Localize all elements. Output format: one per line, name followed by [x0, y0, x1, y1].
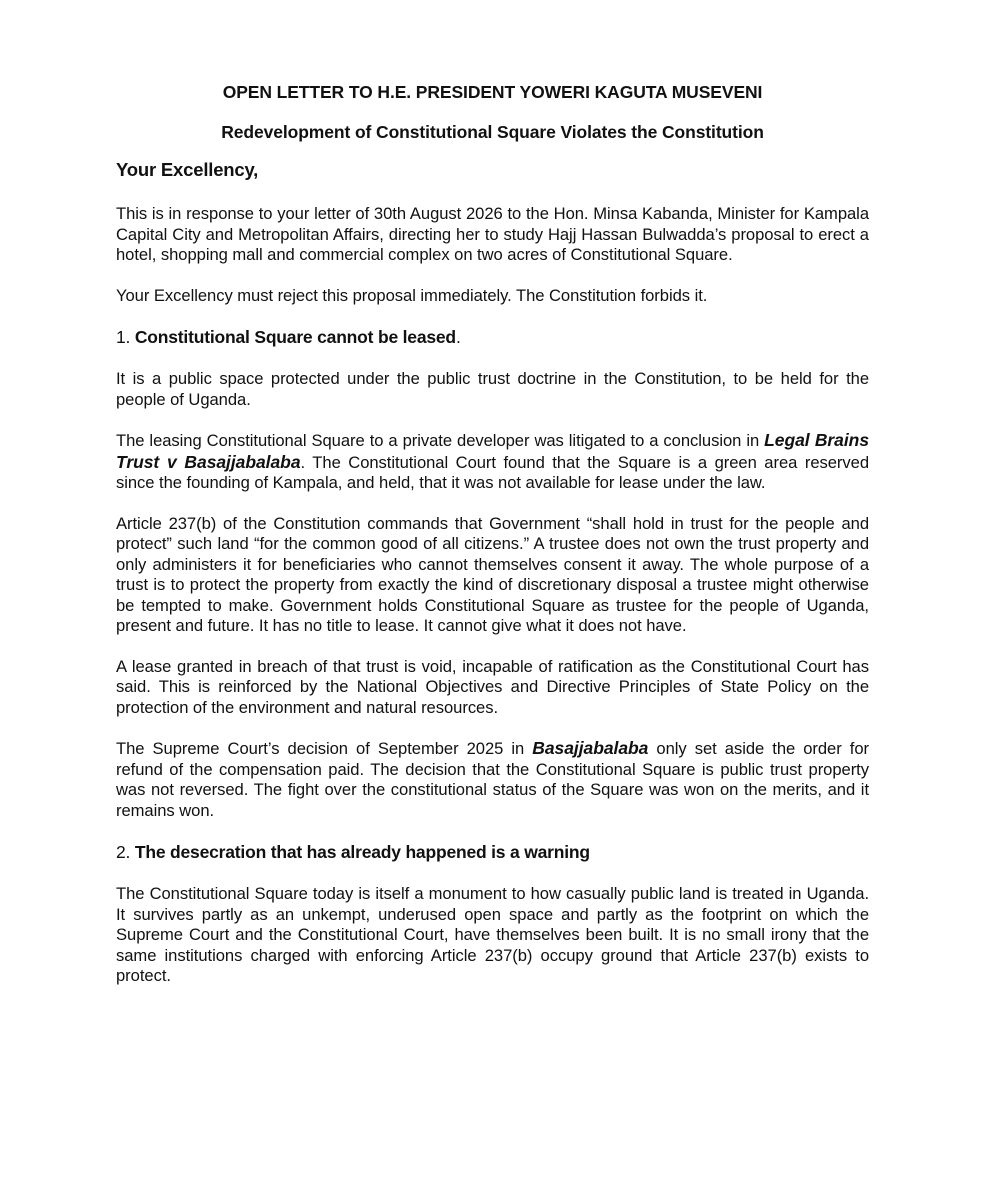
- salutation: Your Excellency,: [116, 159, 259, 180]
- section-1-paragraph-5-lead: The Supreme Court’s decision of September 2025 in: [116, 739, 533, 758]
- section-1-paragraph-1: It is a public space protected under the public trust doctrine in the Constitution, to be held for the people of Uganda.: [116, 369, 869, 409]
- intro-paragraph-2: Your Excellency must reject this proposal immediately. The Constitution forbids it.: [116, 285, 708, 305]
- section-1-paragraph-2: [116, 430, 869, 494]
- section-1-paragraph-2-lead: The leasing Constitutional Square to a private developer was litigated to a conclusion in: [116, 431, 765, 450]
- section-1-paragraph-3: Article 237(b) of the Constitution commands that Government “shall hold in trust for the people and protect” such land “for the common good of all citizens.” A trustee does not own the trust property and only administers it for beneficiaries who cannot themselves consent it away. The whole purpose of a trust is to protect the property from exactly the kind of discretionary disposal a trustee might otherwise be tempted to make. Government holds Constitutional Square as trustee for the people of Uganda, present and future. It has no title to lease. It cannot give what it does not have.: [116, 513, 869, 635]
- letter-subtitle: Redevelopment of Constitutional Square Violates the Constitution: [221, 122, 764, 142]
- intro-paragraph-1: This is in response to your letter of 30th August 2026 to the Hon. Minsa Kabanda, Minister for Kampala Capital City and Metropolitan Affairs, directing her to study Hajj Hassan Bulwadda’s proposal to erect a hotel, shopping mall and commercial complex on two acres of Constitutional Square.: [116, 204, 869, 264]
- section-1-heading: [116, 325, 869, 349]
- section-2-heading: [116, 840, 869, 864]
- section-1-number: 1.: [116, 327, 135, 347]
- section-2-number: 2.: [116, 842, 135, 862]
- section-1-heading-end: .: [455, 327, 461, 347]
- section-1-paragraph-5-rest: only set aside the order for refund of the compensation paid. The decision that the Constitutional Square is public trust property was not reversed. The fight over the constitutional status of the Square was won on the merits, and it remains won.: [116, 739, 869, 820]
- case-name-basajjabalaba: Basajjabalaba: [532, 738, 649, 758]
- section-1-paragraph-5: [116, 738, 869, 821]
- letter-title: OPEN LETTER TO H.E. PRESIDENT YOWERI KAGUTA MUSEVENI: [222, 82, 763, 102]
- case-name-legal-brains-trust: Legal Brains Trust v Basajjabalaba: [116, 430, 870, 472]
- section-1-heading-text: Constitutional Square cannot be leased: [134, 327, 456, 347]
- section-1-paragraph-2-rest: . The Constitutional Court found that the Square is a green area reserved since the founding of Kampala, and held, that it was not available for lease under the law.: [116, 452, 870, 492]
- section-2-heading-text: The desecration that has already happened is a warning: [134, 842, 590, 862]
- section-2-paragraph-1: The Constitutional Square today is itself a monument to how casually public land is treated in Uganda. It survives partly as an unkempt, underused open space and partly as the footprint on which the Supreme Court and the Constitutional Court, have themselves been built. It is no small irony that the same institutions charged with enforcing Article 237(b) occupy ground that Article 237(b) exists to protect.: [116, 884, 869, 985]
- section-1-paragraph-4: A lease granted in breach of that trust is void, incapable of ratification as the Constitutional Court has said. This is reinforced by the National Objectives and Directive Principles of State Policy on the protection of the environment and natural resources.: [116, 656, 869, 717]
